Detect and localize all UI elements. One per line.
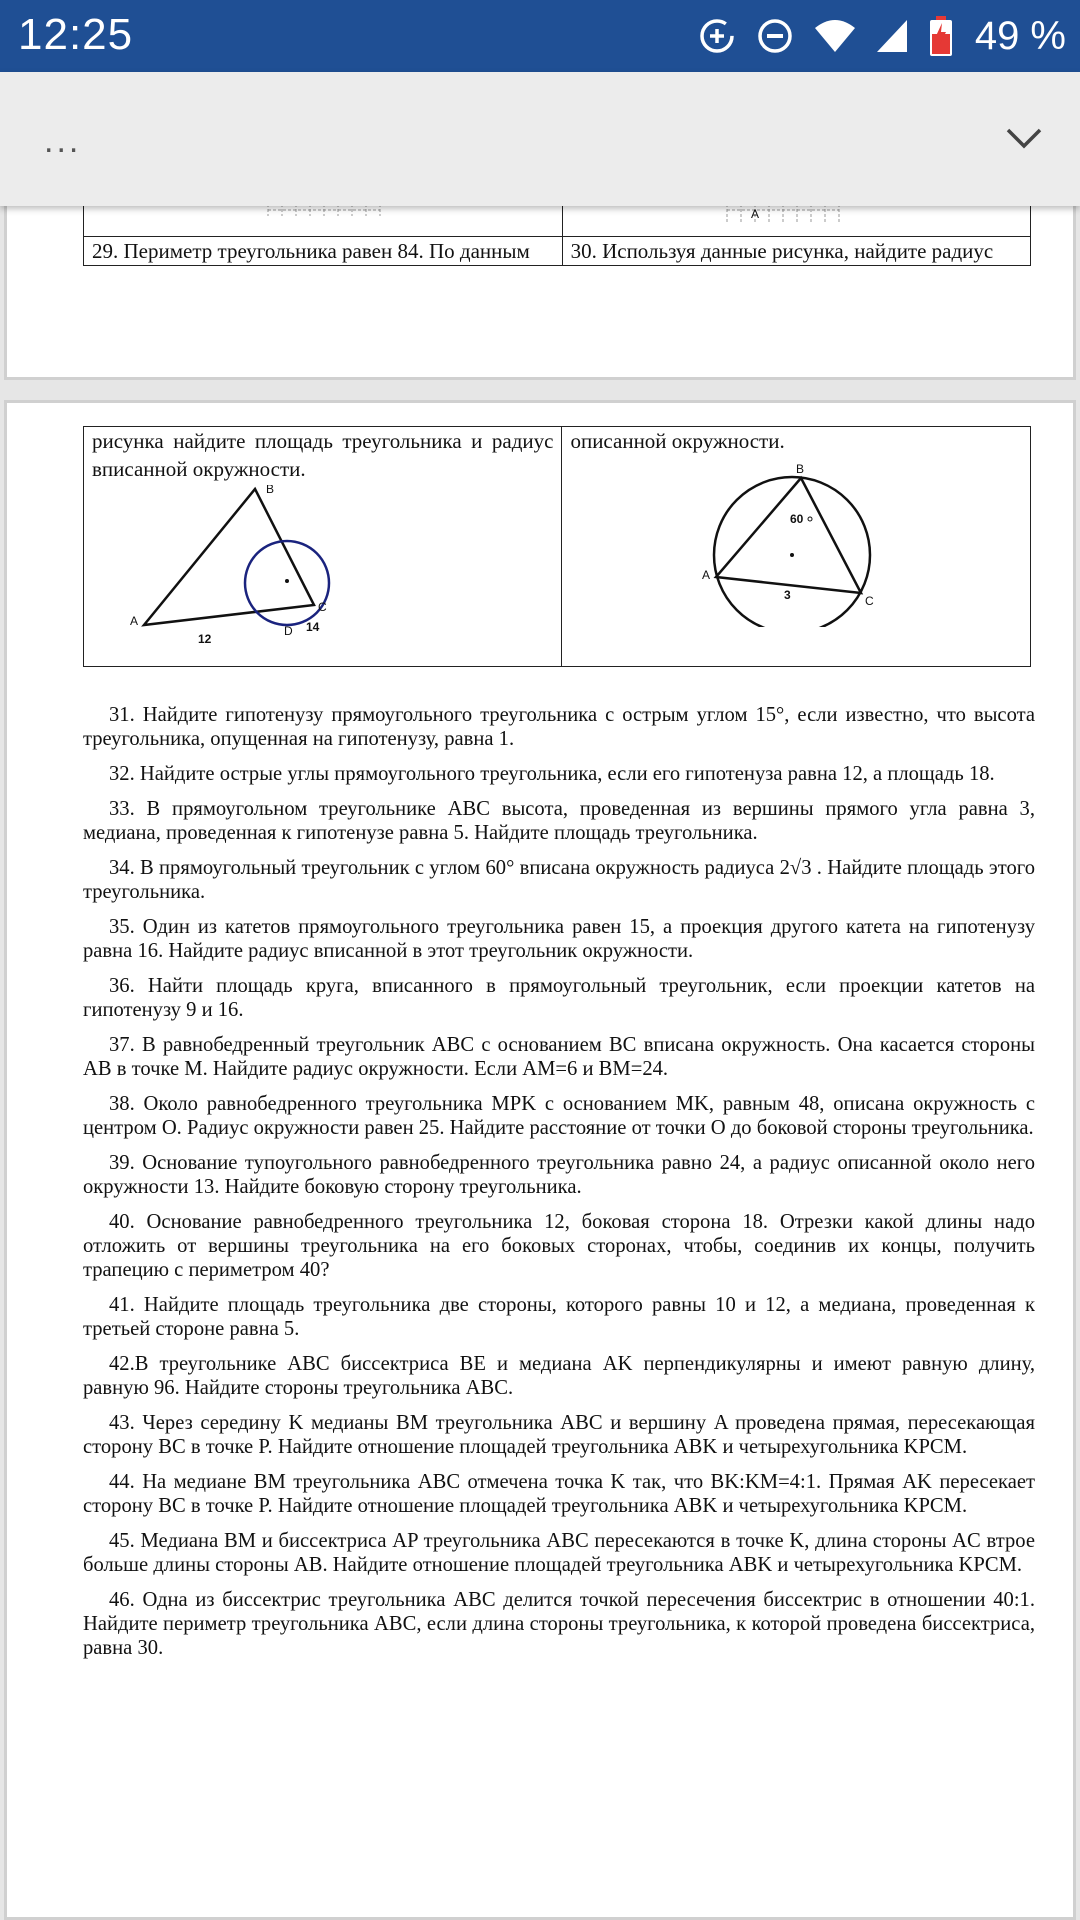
problem-30-continuation: описанной окружности. [570,429,785,453]
fig30-label-a: A [702,568,711,582]
fig29-label-d: D [284,624,293,638]
fig29-segment-dc: 14 [306,620,320,634]
battery-icon [927,14,955,58]
problem-43: 43. Через середину K медианы BM треугольника ABC и вершину A проведена прямая, пересекающая сторону BC в точке P. Найдите отношение площадей треугольника ABK и четырехугольника KPCM. [83,1412,1035,1458]
cell-signal-icon [875,16,909,56]
problem-42: 42.В треугольнике ABC биссектриса BE и медиана AK перпендикулярны и имеют равную длину, равную 96. Найдите стороны треугольника ABC. [83,1353,1035,1399]
viewer-toolbar [0,72,1080,206]
fig29-label-a: A [130,614,139,628]
problem-37: 37. В равнобедренный треугольник ABC с основанием BC вписана окружность. Она касается стороны AB в точке M. Найдите радиус окружности. Если AM=6 и BM=24. [83,1034,1035,1080]
chevron-down-icon[interactable] [1004,124,1044,157]
do-not-disturb-icon [755,16,795,56]
clock: 12:25 [18,10,134,59]
problem-45: 45. Медиана BM и биссектриса AP треугольника ABC пересекаются в точке K, длина стороны AC втрое больше длины стороны AB. Найдите отношение площадей треугольника ABK и четырехугольника KPCM. [83,1530,1035,1576]
document-page-2 [4,400,1076,1920]
problem-29-heading: 29. Периметр треугольника равен 84. По данным [84,237,563,266]
problem-29-continuation: рисунка найдите площадь треугольника и радиус вписанной окружности. [92,429,554,481]
fig29-segment-ad: 12 [198,632,212,646]
problem-list [83,703,1035,1671]
problem-33: 33. В прямоугольном треугольнике ABC высота, проведенная из вершины прямого угла равна 3, медиана, проведенная к гипотенузе равна 5. Найдите площадь треугольника. [83,798,1035,844]
status-bar [0,0,1080,72]
fig30-side-ac: 3 [784,588,792,602]
problem-29-cell [84,427,562,667]
problem-30-heading: 30. Используя данные рисунка, найдите радиус [562,237,1030,266]
problem-40: 40. Основание равнобедренного треугольника 12, боковая сторона 18. Отрезки какой длины надо отложить от вершины треугольника на его боковых сторонах, чтобы, соединив их концы, получить трапецию с периметром 40? [83,1211,1035,1281]
fig30-angle-b: 60 [790,512,804,526]
problem-34: 34. В прямоугольный треугольник с углом 60° вписана окружность радиуса 2√3 . Найдите площадь этого треугольника. [83,857,1035,903]
problem-35: 35. Один из катетов прямоугольного треугольника равен 15, а проекция другого катета на гипотенузу равна 16. Найдите радиус вписанной в этот треугольник окружности. [83,916,1035,962]
problem-39: 39. Основание тупоугольного равнобедренного треугольника равно 24, а радиус описанной около него окружности 13. Найдите боковую сторону треугольника. [83,1152,1035,1198]
fig30-label-c: C [865,594,875,608]
problem-41: 41. Найдите площадь треугольника две стороны, которого равны 10 и 12, а медиана, проведенная к третьей стороне равна 5. [83,1294,1035,1340]
problem-table-bottom [83,426,1031,667]
triangle-inscribed-circle-figure [84,485,554,665]
battery-percentage: 49 % [974,13,1066,58]
problem-31: 31. Найдите гипотенузу прямоугольного треугольника с острым углом 15°, если известно, что высота треугольника, опущенная на гипотенузу, равна 1. [83,704,1035,750]
fig30-top-label-a: A [750,207,759,221]
problem-38: 38. Около равнобедренного треугольника MPK с основанием MK, равным 48, описана окружность с центром O. Радиус окружности равен 25. Найдите расстояние от точки O до боковой стороны треугольника. [83,1093,1035,1139]
problem-44: 44. На медиане BM треугольника ABC отмечена точка K так, что BK:KM=4:1. Прямая AK пересекает сторону BC в точке P. Найдите отношение площадей треугольника ABK и четырехугольника KPCM. [83,1471,1035,1517]
more-options-button[interactable]: ... [44,122,82,160]
wifi-icon [813,16,857,56]
fig30-label-b: B [796,462,805,476]
triangle-circumscribed-circle-figure [562,457,1022,627]
problem-46: 46. Одна из биссектрис треугольника ABC делится точкой пересечения биссектрис в отношении 40:1. Найдите периметр треугольника ABC, если длина стороны треугольника, к которой проведена биссектриса, равна 30. [83,1589,1035,1659]
fig29-label-c: C [318,600,327,614]
problem-30-cell [562,427,1031,667]
problem-32: 32. Найдите острые углы прямоугольного треугольника, если его гипотенуза равна 12, а площадь 18. [109,763,995,785]
data-saver-icon [697,16,737,56]
problem-36: 36. Найти площадь круга, вписанного в прямоугольный треугольник, если проекции катетов на гипотенузу 9 и 16. [83,975,1035,1021]
fig29-label-b: B [266,485,275,496]
